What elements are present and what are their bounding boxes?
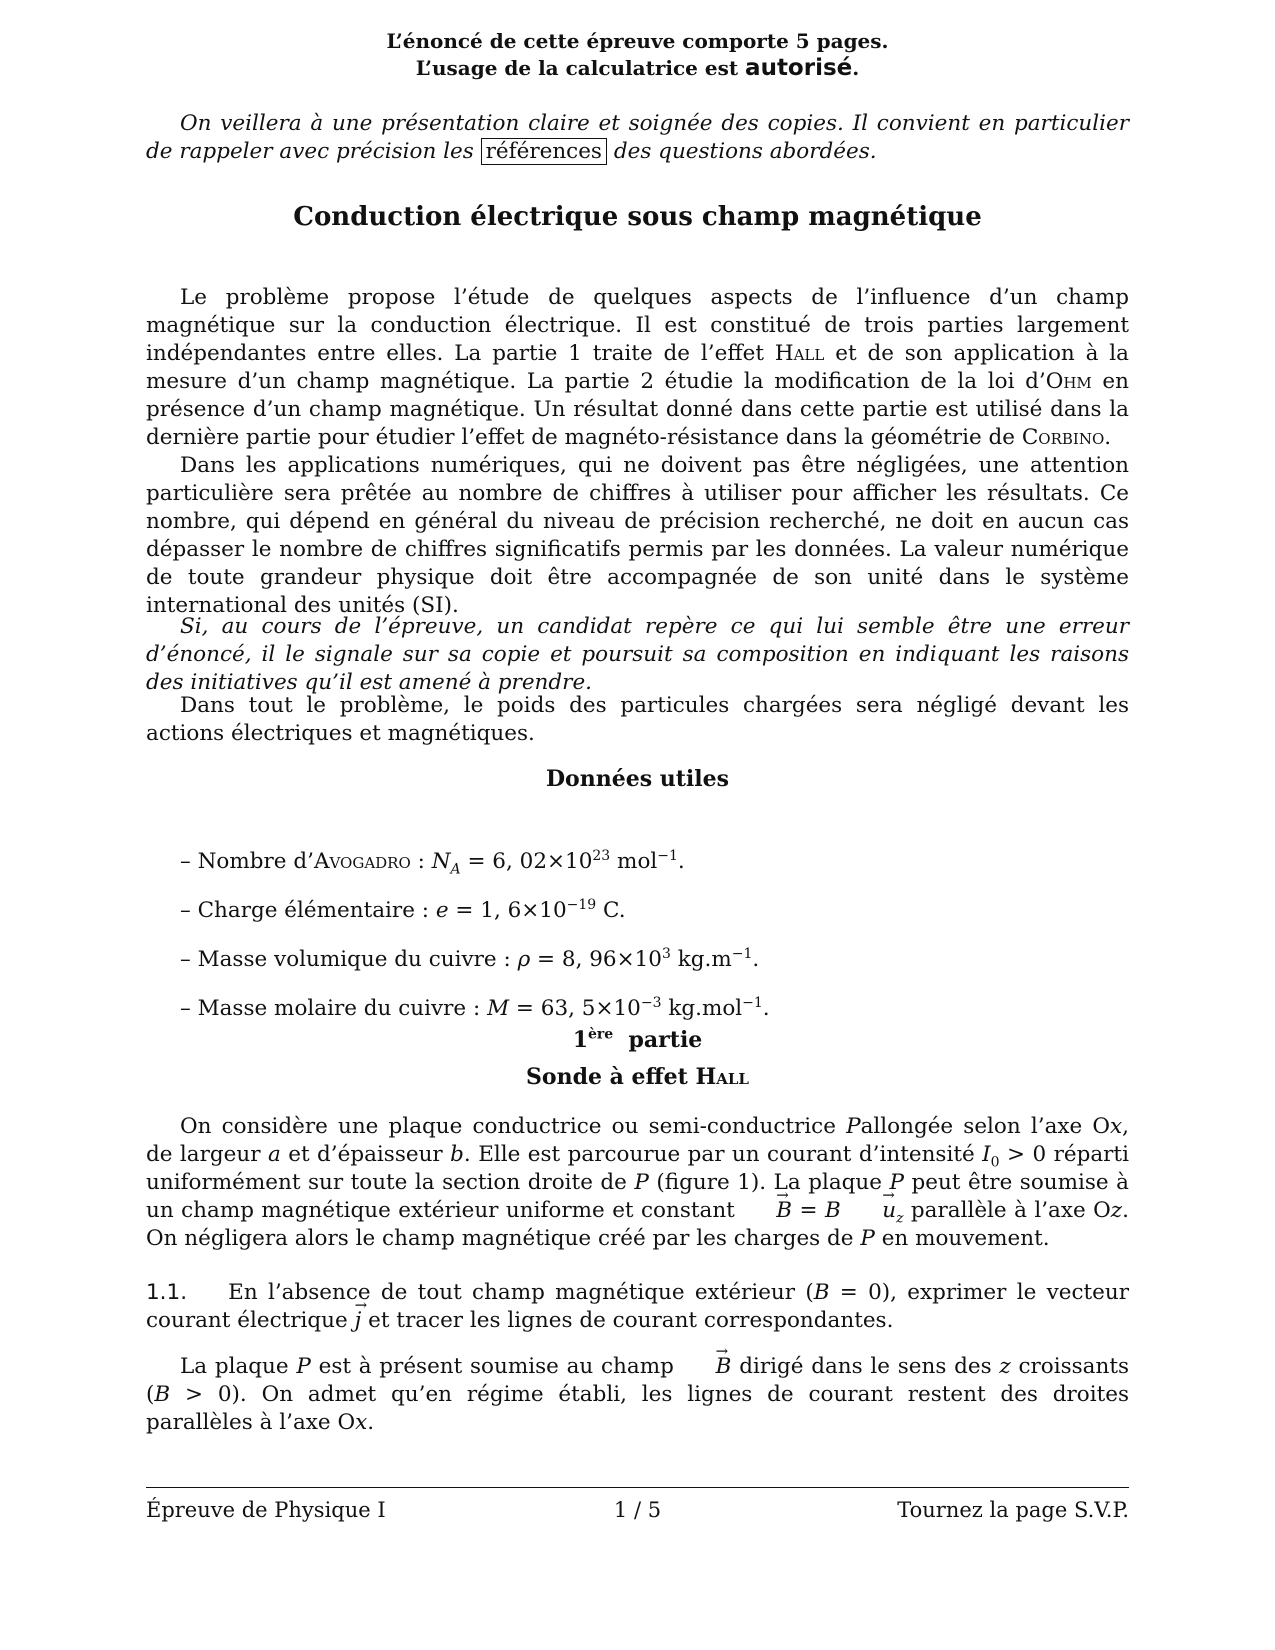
vector-B: → B — [742, 1197, 792, 1225]
paragraph-problem-overview: Le problème propose l’étude de quelques aspects de l’influence d’un champ magnétique sur la conduction électrique. Il est constitué de trois parties largement indépendantes entre elles. La partie 1 traite de l’effet Hall et de son application à la mesure d’un champ magnétique. La partie 2 étudie la modification de la loi d’Ohm en présence d’un champ magnétique. Un résultat donné dans cette partie est utilisé dans la dernière partie pour étudier l’effet de magnéto-résistance dans la géométrie de Corbino. — [146, 285, 1130, 450]
autorise-word: autorisé — [745, 55, 853, 81]
vector-u: → u — [848, 1197, 896, 1225]
footer-left: Épreuve de Physique I — [146, 1498, 386, 1522]
footer-rule — [146, 1487, 1129, 1488]
intro-instructions: On veillera à une présentation claire et soignée des copies. Il convient en particulier de rappeler avec précision les références des questions abordées. — [146, 111, 1129, 164]
page-title: Conduction électrique sous champ magnétique — [293, 202, 982, 232]
partie-subtitle: Sonde à effet Hall — [526, 1064, 749, 1090]
question-number: 1.1. — [146, 1280, 188, 1305]
paragraph-numerical-applications: Dans les applications numériques, qui ne doivent pas être négligées, une attention particulière sera prêtée au nombre de chiffres à utiliser pour afficher les résultats. Ce nombre, qui dépend en général du niveau de précision recherché, ne doit en aucun cas dépasser le nombre de chiffres significatifs permis par les données. La valeur numérique de toute grandeur physique doit être accompagnée de son unité dans le système international des unités (SI). — [146, 453, 1129, 618]
paragraph-field-applied: La plaque P est à présent soumise au champ → B dirigé dans le sens des z croissants (B > 0). On admet qu’en régime établi, les lignes de courant restent des droites parallèles à l’axe Ox. — [146, 1353, 1129, 1437]
question-1-1: 1.1. En l’absence de tout champ magnétique extérieur (B = 0), exprimer le vecteur courant électrique → j et tracer les lignes de courant correspondantes. — [146, 1279, 1129, 1335]
list-item: – Masse volumique du cuivre : ρ = 8, $96\times 10^3$ $kg.m^{-1}$. — [180, 945, 760, 972]
paragraph-weight-note: Dans tout le problème, le poids des particules chargées sera négligé devant les actions électriques et magnétiques. — [146, 693, 1129, 746]
paragraph-plate-description: On considère une plaque conductrice ou semi-conductrice Pallongée selon l’axe Ox, de largeur a et d’épaisseur b. Elle est parcourue par un courant d’intensité $I_0 > 0$ réparti uniformément sur toute la section droite de P (figure 1). La plaque P peut être soumise à un champ magnétique extérieur uniforme et constant → $B = B \to u_z$ parallèle à l’axe Oz. On négligera alors le champ magnétique créé par les charges de P en mouvement. — [146, 1113, 1129, 1253]
list-item: – Masse molaire du cuivre : M = 63, $5\times 10^{-3}$ kg.mol$^{-1}$. — [180, 994, 770, 1021]
references-box: références — [481, 138, 607, 165]
list-item: – Nombre d’Avogadro : $N_A = 6$, $02\times 10^{23}$ mol$^{-1}$. — [180, 847, 685, 878]
header-line-1: L’énoncé de cette épreuve comporte 5 pages. — [386, 29, 889, 53]
partie-heading: 1ère partie — [572, 1026, 703, 1053]
list-item: – Charge élémentaire : e = 1, $6\times 10^{-19}$ C. — [180, 896, 626, 923]
footer-right: Tournez la page S.V.P. — [897, 1498, 1129, 1522]
donnees-title: Données utiles — [545, 766, 730, 792]
donnees-list — [180, 848, 770, 1044]
vector-j: → j — [355, 1307, 362, 1335]
exam-header — [146, 28, 1129, 82]
header-line-2: L’usage de la calculatrice est autorisé. — [415, 55, 860, 81]
footer-page-number: 1 / 5 — [613, 1498, 662, 1522]
vector-B-2: → B — [682, 1353, 732, 1381]
paragraph-errata-note: Si, au cours de l’épreuve, un candidat repère ce qui lui semble être une erreur d’énoncé, il le signale sur sa copie et poursuit sa composition en indiquant les raisons des initiatives qu’il est amené à prendre. — [146, 614, 1129, 695]
